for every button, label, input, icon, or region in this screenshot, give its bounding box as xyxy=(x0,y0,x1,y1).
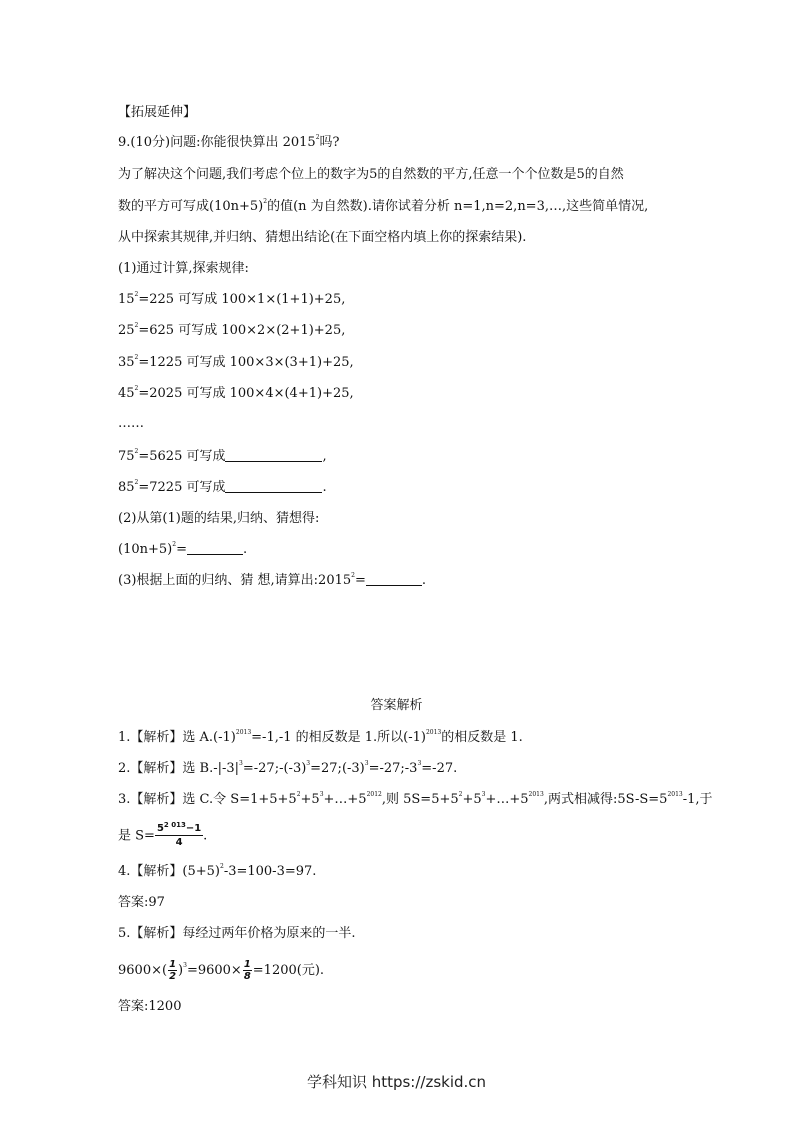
answer-1: 1.【解析】选 $A.(-1)^{2013}=-1,-1$ 的相反数是 1.所以$(-1)^{2013}$的相反数是 1. xyxy=(118,729,523,745)
fraction-one-eighth: $\frac{1}{8}$ xyxy=(243,959,251,982)
q9-part2-formula: $(10n+5)^2=$ . xyxy=(118,541,248,557)
answer-2: 2.【解析】选 $B.-|-3|^3=-27;-(-3)^3=27;(-3)^3=-27;-3^3=-27$. xyxy=(118,760,458,776)
q9-row-35: $35^2=1225$ 可写成 100×3×(3+1)+25, xyxy=(118,354,354,370)
answer-4-result: 答案:97 xyxy=(118,895,165,910)
answer-blank[interactable] xyxy=(187,542,243,555)
fraction: $\frac{5^{2 013}-1}{4}$ xyxy=(156,821,202,848)
q9-para-line-1: 为了解决这个问题,我们考虑个位上的数字为5的自然数的平方,任意一个个位数是5的自然 xyxy=(118,167,624,182)
answer-5-calculation: 9600×( $\frac{1}{2}$ )$^3$=9600× $\frac{1}{8}$ =1200(元). xyxy=(118,959,325,982)
answer-3-line-1: 3.【解析】选 C.令 $S=1+5+5^2+5^3+\dots+5^{2012}$,则 $5S=5+5^2+5^3+\dots+5^{2013}$,两式相减得$:5S-S=5^{2013}-1$,于 xyxy=(118,791,713,807)
answer-5: 5.【解析】每经过两年价格为原来的一半. xyxy=(118,926,356,941)
answer-3-line-2: 是 S= $\frac{5^{2 013}-1}{4}$ . xyxy=(118,821,208,848)
q9-header: 9.(10分)问题:你能很快算出 2015$^2$吗? xyxy=(118,134,340,150)
q9-fill-75: $75^2=5625$ 可写成 , xyxy=(118,448,327,464)
q9-row-15: $15^2=225$ 可写成 100×1×(1+1)+25, xyxy=(118,291,346,307)
answer-5-result: 答案:1200 xyxy=(118,999,182,1014)
footer-watermark: 学科知识 https://zskid.cn xyxy=(306,1073,487,1091)
q9-para-line-2: 数的平方可写成$(10n+5)^2$的值(n 为自然数).请你试着分析 n=1,n=2,n=3,…,这些简单情况, xyxy=(118,198,649,214)
q9-para-line-3: 从中探索其规律,并归纳、猜想出结论(在下面空格内填上你的探索结果). xyxy=(118,230,527,245)
answers-title: 答案解析 xyxy=(370,698,423,713)
answer-blank[interactable] xyxy=(225,449,322,462)
q9-part3: (3)根据上面的归纳、猜 想,请算出$:2015^2=$ . xyxy=(118,572,427,588)
q9-part1-heading: (1)通过计算,探索规律: xyxy=(118,261,249,276)
answer-4: 4.【解析】$(5+5)^2-3=100-3=97$. xyxy=(118,863,317,879)
q9-row-25: $25^2=625$ 可写成 100×2×(2+1)+25, xyxy=(118,322,346,338)
q9-row-45: $45^2=2025$ 可写成 100×4×(4+1)+25, xyxy=(118,385,354,401)
section-title: 【拓展延伸】 xyxy=(118,105,197,120)
answer-blank[interactable] xyxy=(366,573,422,586)
q9-fill-85: $85^2=7225$ 可写成 . xyxy=(118,479,327,495)
answer-blank[interactable] xyxy=(225,480,322,493)
fraction-one-half: $\frac{1}{2}$ xyxy=(169,959,177,982)
q9-part2-heading: (2)从第(1)题的结果,归纳、猜想得: xyxy=(118,511,320,526)
q9-ellipsis: …… xyxy=(118,416,144,431)
